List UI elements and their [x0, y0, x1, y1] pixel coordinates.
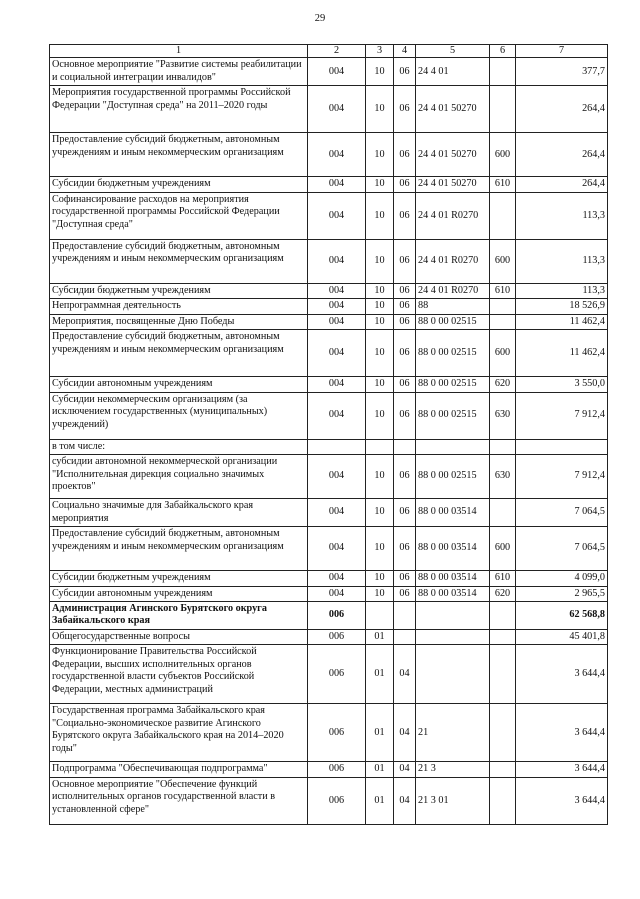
row-name-cell: Функционирование Правительства Российской Федерации, высших исполнительных органов государственной власти субъектов Российской Федерации, местных администраций [50, 645, 308, 704]
expense-type-cell: 630 [490, 392, 516, 439]
table-row [50, 314, 608, 329]
section-code-cell: 10 [366, 283, 394, 298]
target-article-cell: 24 4 01 [416, 58, 490, 86]
row-name-cell: Субсидии бюджетным учреждениям [50, 177, 308, 192]
amount-cell: 264,4 [516, 86, 608, 133]
ministry-code-cell: 004 [308, 330, 366, 377]
ministry-code-cell: 006 [308, 777, 366, 824]
subsection-code-cell: 04 [394, 777, 416, 824]
table-row [50, 330, 608, 377]
section-code-cell: 10 [366, 571, 394, 586]
ministry-code-cell: 004 [308, 239, 366, 283]
amount-cell: 18 526,9 [516, 299, 608, 314]
target-article-cell: 24 4 01 50270 [416, 86, 490, 133]
row-name-cell: Субсидии некоммерческим организациям (за исключением государственных (муниципальных) учреждений) [50, 392, 308, 439]
amount-cell: 7 912,4 [516, 392, 608, 439]
column-header: 6 [490, 45, 516, 58]
table-row [50, 299, 608, 314]
column-header: 1 [50, 45, 308, 58]
expense-type-cell [490, 601, 516, 629]
target-article-cell: 88 0 00 02515 [416, 330, 490, 377]
expense-type-cell: 600 [490, 239, 516, 283]
section-code-cell: 10 [366, 330, 394, 377]
section-code-cell: 10 [366, 58, 394, 86]
row-name-cell: Непрограммная деятельность [50, 299, 308, 314]
table-row [50, 177, 608, 192]
expense-type-cell [490, 192, 516, 239]
subsection-code-cell: 06 [394, 58, 416, 86]
ministry-code-cell: 004 [308, 58, 366, 86]
row-name-cell: Предоставление субсидий бюджетным, автономным учреждениям и иным некоммерческим организациям [50, 239, 308, 283]
ministry-code-cell: 006 [308, 645, 366, 704]
ministry-code-cell: 004 [308, 177, 366, 192]
section-code-cell: 10 [366, 177, 394, 192]
ministry-code-cell: 004 [308, 455, 366, 499]
target-article-cell: 88 0 00 03514 [416, 571, 490, 586]
table-row [50, 704, 608, 762]
amount-cell: 4 099,0 [516, 571, 608, 586]
section-code-cell: 01 [366, 777, 394, 824]
budget-table [49, 44, 608, 825]
amount-cell: 62 568,8 [516, 601, 608, 629]
column-header: 5 [416, 45, 490, 58]
amount-cell: 113,3 [516, 283, 608, 298]
subsection-code-cell: 04 [394, 704, 416, 762]
target-article-cell: 24 4 01 50270 [416, 133, 490, 177]
section-code-cell [366, 601, 394, 629]
row-name-cell: Предоставление субсидий бюджетным, автономным учреждениям и иным некоммерческим организациям [50, 330, 308, 377]
row-name-cell: Предоставление субсидий бюджетным, автономным учреждениям и иным некоммерческим организациям [50, 527, 308, 571]
amount-cell: 7 064,5 [516, 499, 608, 527]
ministry-code-cell: 006 [308, 704, 366, 762]
subsection-code-cell: 06 [394, 86, 416, 133]
amount-cell: 2 965,5 [516, 586, 608, 601]
subsection-code-cell [394, 601, 416, 629]
section-code-cell: 10 [366, 392, 394, 439]
expense-type-cell: 610 [490, 177, 516, 192]
amount-cell: 3 550,0 [516, 377, 608, 392]
section-code-cell: 10 [366, 586, 394, 601]
expense-type-cell [490, 645, 516, 704]
expense-type-cell: 630 [490, 455, 516, 499]
amount-cell: 11 462,4 [516, 314, 608, 329]
subsection-code-cell: 06 [394, 177, 416, 192]
ministry-code-cell: 006 [308, 629, 366, 644]
subsection-code-cell: 06 [394, 377, 416, 392]
ministry-code-cell: 004 [308, 283, 366, 298]
ministry-code-cell: 004 [308, 192, 366, 239]
expense-type-cell: 620 [490, 377, 516, 392]
subsection-code-cell: 06 [394, 239, 416, 283]
expense-type-cell: 600 [490, 330, 516, 377]
target-article-cell: 24 4 01 R0270 [416, 192, 490, 239]
amount-cell: 113,3 [516, 239, 608, 283]
table-row [50, 527, 608, 571]
expense-type-cell: 600 [490, 133, 516, 177]
section-code-cell: 10 [366, 299, 394, 314]
ministry-code-cell: 004 [308, 527, 366, 571]
subsection-code-cell: 06 [394, 283, 416, 298]
subsection-code-cell: 06 [394, 299, 416, 314]
expense-type-cell: 610 [490, 283, 516, 298]
target-article-cell: 21 3 01 [416, 777, 490, 824]
target-article-cell: 88 0 00 02515 [416, 314, 490, 329]
subsection-code-cell: 06 [394, 571, 416, 586]
section-code-cell: 10 [366, 527, 394, 571]
subsection-code-cell [394, 629, 416, 644]
table-row [50, 601, 608, 629]
row-name-cell: Субсидии автономным учреждениям [50, 377, 308, 392]
row-name-cell: Субсидии бюджетным учреждениям [50, 571, 308, 586]
column-header: 7 [516, 45, 608, 58]
table-row [50, 377, 608, 392]
row-name-cell: Основное мероприятие "Обеспечение функций исполнительных органов государственной власти в установленной сфере" [50, 777, 308, 824]
target-article-cell: 88 0 00 03514 [416, 499, 490, 527]
ministry-code-cell: 004 [308, 499, 366, 527]
ministry-code-cell: 004 [308, 299, 366, 314]
row-name-cell: Субсидии автономным учреждениям [50, 586, 308, 601]
section-code-cell: 10 [366, 86, 394, 133]
section-code-cell: 10 [366, 314, 394, 329]
row-name-cell: Государственная программа Забайкальского края "Социально-экономическое развитие Агинского Бурятского округа Забайкальского края на 2014–2020 годы" [50, 704, 308, 762]
expense-type-cell [490, 499, 516, 527]
section-code-cell: 10 [366, 239, 394, 283]
table-row [50, 645, 608, 704]
expense-type-cell [490, 777, 516, 824]
expense-type-cell [490, 314, 516, 329]
ministry-code-cell: 004 [308, 377, 366, 392]
table-header-row [50, 45, 608, 58]
amount-cell: 3 644,4 [516, 777, 608, 824]
amount-cell [516, 439, 608, 454]
expense-type-cell [490, 86, 516, 133]
target-article-cell: 21 3 [416, 762, 490, 777]
expense-type-cell [490, 58, 516, 86]
target-article-cell [416, 601, 490, 629]
row-name-cell: Подпрограмма "Обеспечивающая подпрограмма" [50, 762, 308, 777]
ministry-code-cell: 004 [308, 133, 366, 177]
target-article-cell: 24 4 01 50270 [416, 177, 490, 192]
table-row [50, 499, 608, 527]
column-header: 2 [308, 45, 366, 58]
subsection-code-cell: 06 [394, 455, 416, 499]
table-row [50, 58, 608, 86]
ministry-code-cell: 004 [308, 86, 366, 133]
ministry-code-cell: 006 [308, 762, 366, 777]
row-name-cell: Администрация Агинского Бурятского округа Забайкальского края [50, 601, 308, 629]
amount-cell: 377,7 [516, 58, 608, 86]
amount-cell: 3 644,4 [516, 645, 608, 704]
amount-cell: 45 401,8 [516, 629, 608, 644]
expense-type-cell: 610 [490, 571, 516, 586]
table-row [50, 192, 608, 239]
table-row [50, 283, 608, 298]
table-row [50, 133, 608, 177]
table-row [50, 571, 608, 586]
subsection-code-cell [394, 439, 416, 454]
target-article-cell [416, 629, 490, 644]
expense-type-cell [490, 439, 516, 454]
page-number: 29 [314, 13, 326, 24]
section-code-cell: 01 [366, 629, 394, 644]
table-row [50, 439, 608, 454]
row-name-cell: в том числе: [50, 439, 308, 454]
ministry-code-cell: 004 [308, 571, 366, 586]
row-name-cell: Мероприятия государственной программы Российской Федерации "Доступная среда" на 2011–2020 годы [50, 86, 308, 133]
section-code-cell: 01 [366, 704, 394, 762]
subsection-code-cell: 04 [394, 645, 416, 704]
target-article-cell [416, 439, 490, 454]
section-code-cell: 10 [366, 192, 394, 239]
target-article-cell: 21 [416, 704, 490, 762]
section-code-cell: 10 [366, 133, 394, 177]
section-code-cell: 10 [366, 455, 394, 499]
section-code-cell: 01 [366, 762, 394, 777]
target-article-cell: 88 [416, 299, 490, 314]
amount-cell: 3 644,4 [516, 762, 608, 777]
subsection-code-cell: 06 [394, 527, 416, 571]
target-article-cell: 88 0 00 03514 [416, 527, 490, 571]
row-name-cell: Субсидии бюджетным учреждениям [50, 283, 308, 298]
row-name-cell: Основное мероприятие "Развитие системы реабилитации и социальной интеграции инвалидов" [50, 58, 308, 86]
expense-type-cell: 600 [490, 527, 516, 571]
expense-type-cell [490, 629, 516, 644]
table-row [50, 392, 608, 439]
expense-type-cell [490, 704, 516, 762]
column-header: 4 [394, 45, 416, 58]
amount-cell: 11 462,4 [516, 330, 608, 377]
row-name-cell: Социально значимые для Забайкальского края мероприятия [50, 499, 308, 527]
table-row [50, 777, 608, 824]
target-article-cell [416, 645, 490, 704]
ministry-code-cell: 004 [308, 392, 366, 439]
ministry-code-cell: 004 [308, 586, 366, 601]
row-name-cell: Общегосударственные вопросы [50, 629, 308, 644]
table-row [50, 586, 608, 601]
row-name-cell: Мероприятия, посвященные Дню Победы [50, 314, 308, 329]
section-code-cell: 01 [366, 645, 394, 704]
target-article-cell: 88 0 00 02515 [416, 377, 490, 392]
subsection-code-cell: 06 [394, 499, 416, 527]
amount-cell: 7 912,4 [516, 455, 608, 499]
subsection-code-cell: 06 [394, 133, 416, 177]
target-article-cell: 24 4 01 R0270 [416, 239, 490, 283]
row-name-cell: Софинансирование расходов на мероприятия государственной программы Российской Федерации "Доступная среда" [50, 192, 308, 239]
ministry-code-cell: 006 [308, 601, 366, 629]
amount-cell: 264,4 [516, 133, 608, 177]
table-row [50, 629, 608, 644]
subsection-code-cell: 06 [394, 192, 416, 239]
expense-type-cell [490, 299, 516, 314]
subsection-code-cell: 06 [394, 330, 416, 377]
section-code-cell [366, 439, 394, 454]
row-name-cell: Предоставление субсидий бюджетным, автономным учреждениям и иным некоммерческим организациям [50, 133, 308, 177]
amount-cell: 264,4 [516, 177, 608, 192]
subsection-code-cell: 04 [394, 762, 416, 777]
table-row [50, 455, 608, 499]
ministry-code-cell: 004 [308, 314, 366, 329]
section-code-cell: 10 [366, 377, 394, 392]
expense-type-cell [490, 762, 516, 777]
subsection-code-cell: 06 [394, 314, 416, 329]
amount-cell: 3 644,4 [516, 704, 608, 762]
target-article-cell: 88 0 00 02515 [416, 455, 490, 499]
section-code-cell: 10 [366, 499, 394, 527]
target-article-cell: 88 0 00 03514 [416, 586, 490, 601]
target-article-cell: 88 0 00 02515 [416, 392, 490, 439]
amount-cell: 7 064,5 [516, 527, 608, 571]
subsection-code-cell: 06 [394, 392, 416, 439]
column-header: 3 [366, 45, 394, 58]
target-article-cell: 24 4 01 R0270 [416, 283, 490, 298]
ministry-code-cell [308, 439, 366, 454]
amount-cell: 113,3 [516, 192, 608, 239]
table-row [50, 86, 608, 133]
expense-type-cell: 620 [490, 586, 516, 601]
table-row [50, 239, 608, 283]
table-row [50, 762, 608, 777]
subsection-code-cell: 06 [394, 586, 416, 601]
row-name-cell: субсидии автономной некоммерческой организации "Исполнительная дирекция социально значимых проектов" [50, 455, 308, 499]
